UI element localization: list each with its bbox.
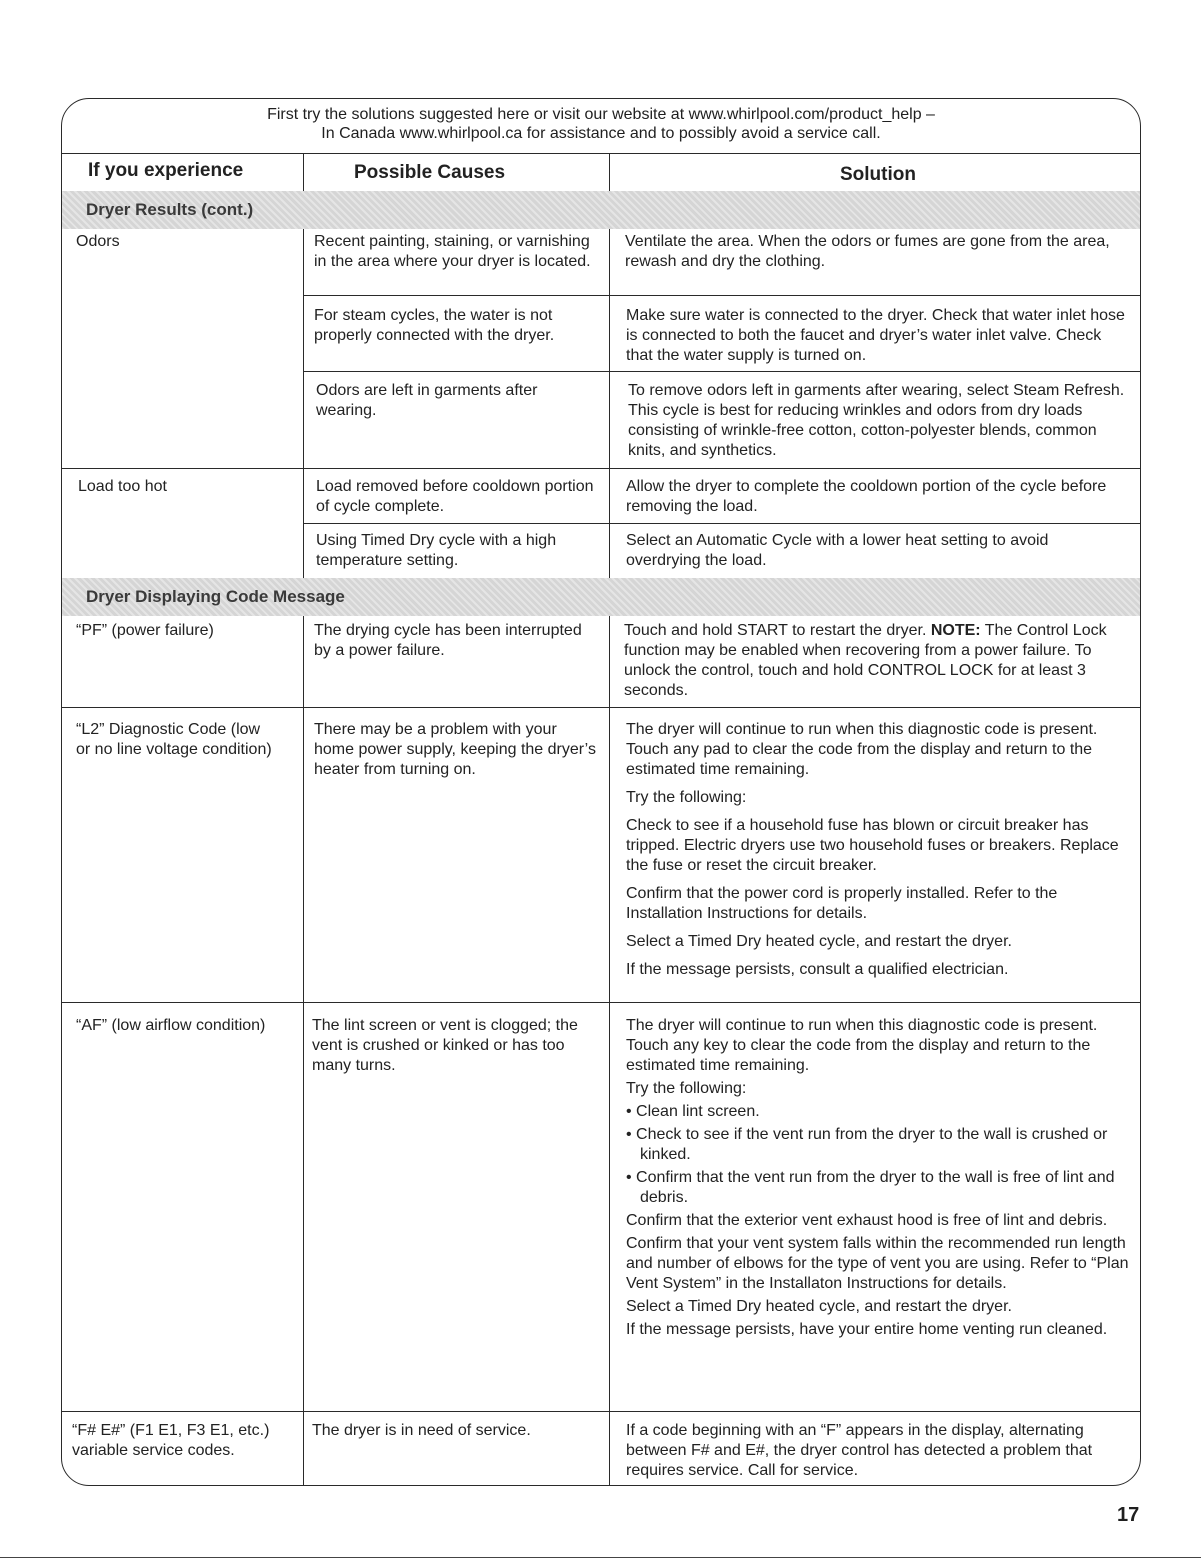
section-code-message: Dryer Displaying Code Message — [62, 578, 1140, 616]
note-label: NOTE: — [930, 622, 981, 639]
solution-pf-rest: The Control Lock function may be enabled when recovering from a power failure. To unlock the control, touch and hold CONTROL LOCK for at least 3 seconds. — [624, 622, 1107, 699]
cause-odors-2: For steam cycles, the water is not properly connected with the dryer. — [314, 307, 555, 344]
section-dryer-results: Dryer Results (cont.) — [62, 191, 1140, 229]
solution-odors-2: Make sure water is connected to the dryer. Check that water inlet hose is connected to both the faucet and dryer’s water inlet valve. Check that the water supply is turned on. — [626, 307, 1125, 364]
solution-l2 — [626, 720, 1131, 988]
solution-odors-1: Ventilate the area. When the odors or fumes are gone from the area, rewash and dry the clothing. — [625, 233, 1110, 270]
cause-l2: There may be a problem with your home power supply, keeping the dryer’s heater from turning on. — [314, 721, 596, 778]
cause-odors-3: Odors are left in garments after wearing. — [316, 382, 538, 419]
solution-pf — [624, 621, 1134, 701]
af-bullet-3: • Confirm that the vent run from the dryer to the wall is free of lint and debris. — [626, 1169, 1115, 1206]
divider — [62, 468, 1141, 469]
solution-l2-1: The dryer will continue to run when this diagnostic code is present. Touch any pad to clear the code from the display and return to the estimated time remaining. — [626, 721, 1098, 778]
divider — [62, 1002, 1141, 1003]
af-bullet-2: • Check to see if the vent run from the dryer to the wall is crushed or kinked. — [626, 1126, 1108, 1163]
problem-pf: “PF” (power failure) — [76, 622, 214, 639]
footer-rule — [0, 1557, 1201, 1558]
solution-l2-6: If the message persists, consult a qualified electrician. — [626, 961, 1009, 978]
solution-l2-4: Confirm that the power cord is properly installed. Refer to the Installation Instructions for details. — [626, 885, 1058, 922]
problem-load-too-hot: Load too hot — [78, 478, 167, 495]
solution-af-intro: The dryer will continue to run when this diagnostic code is present. Touch any key to clear the code from the display and return to the estimated time remaining. — [626, 1017, 1098, 1074]
cause-hot-1: Load removed before cooldown portion of cycle complete. — [316, 478, 594, 515]
cause-fe: The dryer is in need of service. — [312, 1422, 531, 1439]
column-divider — [303, 616, 304, 1486]
header-solution: Solution — [840, 164, 916, 185]
divider — [62, 153, 1140, 154]
divider — [303, 523, 1141, 524]
divider — [62, 707, 1141, 708]
cause-hot-2: Using Timed Dry cycle with a high temperature setting. — [316, 532, 557, 569]
solution-hot-2: Select an Automatic Cycle with a lower heat setting to avoid overdrying the load. — [626, 532, 1049, 569]
cause-odors-1: Recent painting, staining, or varnishing in the area where your dryer is located. — [314, 233, 591, 270]
intro-line-2: In Canada www.whirlpool.ca for assistance and to possibly avoid a service call. — [321, 125, 881, 142]
troubleshooting-table — [61, 98, 1141, 1486]
header-possible-causes: Possible Causes — [354, 162, 506, 183]
solution-af-try: Try the following: — [626, 1080, 747, 1097]
solution-af-rest-3: Select a Timed Dry heated cycle, and restart the dryer. — [626, 1298, 1012, 1315]
header-if-you-experience: If you experience — [88, 160, 244, 181]
intro-line-1: First try the solutions suggested here or visit our website at www.whirlpool.com/product_help – — [267, 106, 935, 123]
solution-l2-5: Select a Timed Dry heated cycle, and restart the dryer. — [626, 933, 1012, 950]
solution-l2-2: Try the following: — [626, 789, 747, 806]
column-divider — [609, 153, 610, 191]
solution-pf-start: Touch and hold START to restart the dryer. — [624, 622, 931, 639]
problem-odors: Odors — [76, 233, 120, 250]
solution-l2-3: Check to see if a household fuse has blown or circuit breaker has tripped. Electric dryers use two household fuses or breakers. Replace the fuse or reset the circuit breaker. — [626, 817, 1119, 874]
page-number: 17 — [1117, 1504, 1140, 1526]
solution-af-rest-4: If the message persists, have your entire home venting run cleaned. — [626, 1321, 1108, 1338]
solution-hot-1: Allow the dryer to complete the cooldown portion of the cycle before removing the load. — [626, 478, 1107, 515]
divider — [62, 1411, 1141, 1412]
solution-af — [626, 1016, 1136, 1343]
intro-text — [62, 99, 1140, 153]
column-divider — [303, 153, 304, 191]
cause-af: The lint screen or vent is clogged; the vent is crushed or kinked or has too many turns. — [312, 1017, 578, 1074]
column-divider — [609, 229, 610, 578]
af-bullet-1: • Clean lint screen. — [626, 1103, 760, 1120]
problem-l2: “L2” Diagnostic Code (low or no line voltage condition) — [76, 721, 272, 758]
cause-pf: The drying cycle has been interrupted by a power failure. — [314, 622, 582, 659]
problem-af: “AF” (low airflow condition) — [76, 1017, 266, 1034]
solution-af-rest-2: Confirm that your vent system falls within the recommended run length and number of elbows for the type of vent you are using. Refer to “Plan Vent System” in the Installaton Instructions for details. — [626, 1235, 1129, 1292]
problem-fe: “F# E#” (F1 E1, F3 E1, etc.) variable service codes. — [72, 1422, 270, 1459]
column-divider — [609, 616, 610, 1486]
solution-af-rest-1: Confirm that the exterior vent exhaust hood is free of lint and debris. — [626, 1212, 1108, 1229]
column-divider — [303, 229, 304, 578]
solution-fe: If a code beginning with an “F” appears in the display, alternating between F# and E#, the dryer control has detected a problem that requires service. Call for service. — [626, 1422, 1093, 1479]
divider — [303, 371, 1141, 372]
solution-odors-3: To remove odors left in garments after wearing, select Steam Refresh. This cycle is best for reducing wrinkles and odors from dry loads consisting of wrinkle-free cotton, cotton-polyester blends, common knits, and synthetics. — [628, 382, 1125, 459]
divider — [303, 295, 1141, 296]
